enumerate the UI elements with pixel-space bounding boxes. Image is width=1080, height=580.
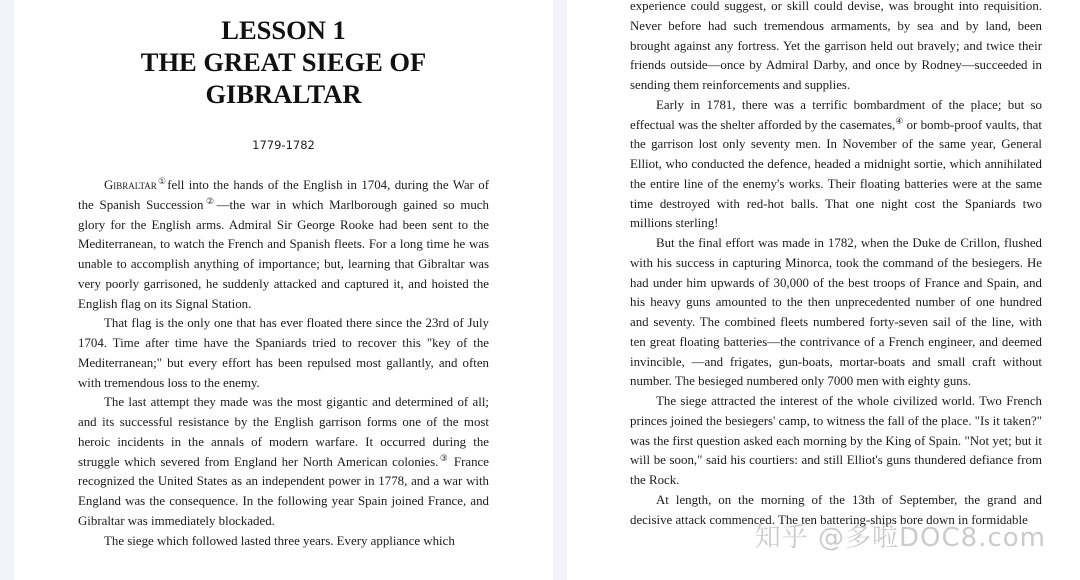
paragraph: But the final effort was made in 1782, when the Duke de Crillon, flushed with his success in capturing Minorca, took the command of the besiegers. He had under him upwards of 30,000 of the best troops of France and Spain, and his heavy guns amounted to the then unprecedented number of one hundred and seventy. The combined fleets numbered forty-seven sail of the line, with ten great floating batteries—the contrivance of a French engineer, and deemed invincible, —and frigates, gun-boats, mortar-boats and small craft without number. The besieged numbered only 7000 men with eighty guns.	[630, 236, 1042, 389]
paragraph-text: —the war in which Marlborough gained so much glory for the English arms. Admiral Sir George Rooke had been sent to the Mediterranean, to watch the French and Spanish fleets. For a long time he was unable to accomplish anything of importance; but, learning that Gibraltar was very poorly garrisoned, he suddenly attacked and captured it, and hoisted the English flag on its Signal Station.	[78, 197, 489, 311]
paragraph: That flag is the only one that has ever floated there since the 23rd of July 1704. Time after time have the Spaniards tried to recover this "key of the Mediterranean;" but every effort has been repulsed most gallantly, and often with tremendous loss to the enemy.	[78, 316, 489, 390]
paragraph-text: The last attempt they made was the most gigantic and determined of all; and its successful resistance by the English garrison forms one of the most heroic incidents in the annals of modern warfare. It occurred during the struggle which severed from England her North American colonies.	[78, 395, 489, 469]
lesson-title	[14, 14, 553, 110]
paragraph: The siege attracted the interest of the whole civilized world. Two French princes joined the besiegers' camp, to witness the fall of the place. "Is it taken?" was the first question asked each morning by the King of Spain. "Not yet; but it will be soon," said his courtiers: and still Elliot's guns thundered defiance from the Rock.	[630, 394, 1042, 487]
paragraph	[630, 96, 1042, 234]
title-line-2: THE GREAT SIEGE OF	[140, 47, 427, 77]
right-page	[567, 0, 1080, 580]
footnote-marker[interactable]: ③	[438, 453, 450, 464]
left-page	[14, 0, 553, 580]
paragraph	[78, 393, 489, 531]
footnote-marker[interactable]: ①	[156, 177, 168, 187]
footnote-marker[interactable]: ②	[203, 196, 217, 207]
paragraph-continued: experience could suggest, or skill could devise, was brought into requisition. Never before had such tremendous armaments, by sea and by land, been brought against any fortress. Yet the garrison held out bravely; and twice their friends outside—once by Admiral Darby, and once by Rodney—succeeded in sending them reinforcements and supplies.	[630, 0, 1042, 92]
title-line-3: GIBRALTAR	[205, 79, 362, 109]
watermark: 知乎 @多啦DOC8.com	[754, 523, 1046, 553]
left-body-text	[78, 176, 489, 551]
right-body-text	[630, 0, 1042, 530]
paragraph-text: fell into the hands of the English in 1704, during the War of the Spanish Succession	[78, 178, 489, 212]
paragraph-text: Early in 1781, there was a terrific bombardment of the place; but so effectual was the shelter afforded by the casemates,	[630, 97, 1042, 132]
paragraph-text: or bomb-proof vaults, that the garrison lost only seventy men. In November of the same year, General Elliot, who conducted the defence, headed a midnight sortie, which annihilated the entire line of the enemy's works. Their floating batteries were at the same time destroyed with red-hot balls. That one night cost the Spaniards two millions sterling!	[630, 117, 1042, 231]
title-line-1: LESSON 1	[221, 15, 346, 45]
date-range: 1779-1782	[252, 138, 315, 152]
footnote-marker[interactable]: ④	[895, 116, 904, 127]
paragraph-text: France recognized the United States as an independent power in 1778, and a war with England was the consequence. In the following year Spain joined France, and Gibraltar was immediately blockaded.	[78, 454, 489, 528]
paragraph: The siege which followed lasted three years. Every appliance which	[104, 533, 455, 548]
lead-word: Gibraltar	[104, 178, 157, 192]
paragraph	[78, 176, 489, 314]
paragraph: At length, on the morning of the 13th of September, the grand and decisive attack commenced. The ten battering-ships bore down in formidable	[630, 492, 1042, 527]
